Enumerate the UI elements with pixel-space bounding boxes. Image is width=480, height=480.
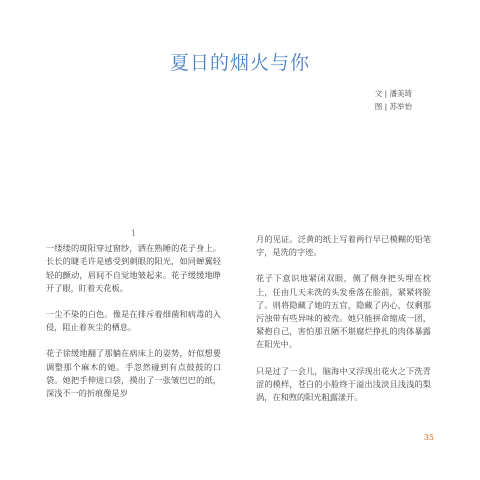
right-text-column — [256, 233, 431, 417]
article-title: 夏日的烟火与你 — [169, 52, 310, 74]
paragraph: 一缕缕的斑阳穿过窗纱，洒在熟睡的花子身上。长长的睫毛许是感受到刺眼的阳光，如同蝉翼轻轻的颤动，眉间不自觉地皱起来。花子缓缓地睁开了眼，盯着天花板。 — [46, 243, 221, 293]
page-number: 35 — [423, 433, 434, 442]
paragraph: 月的见证。泛黄的纸上写着两行早已模糊的铅笔字，是洗的字迹。 — [256, 234, 431, 258]
paragraph: 一尘不染的白色。像是在排斥着细菌和病毒的入侵，阻止着灰尘的栖息。 — [46, 309, 221, 333]
section-number: 1 — [130, 229, 137, 238]
paragraph: 只是过了一会儿，脑海中又浮现出花火之下洗青涩的模样，苍白的小脸终于溢出浅淡且浅浅的梨涡，在和煦的阳光粗露漾开。 — [256, 365, 431, 403]
left-text-column — [46, 227, 221, 413]
illustrator-credit: 图 | 苏举怡 — [374, 102, 412, 111]
paragraph: 花子下意识地紧闭双眼，侧了侧身把头埋在枕上，任由几天未洗的头发垂落在脸前，紧紧将脸了。则将隐藏了她的五官，隐藏了内心，仅剩那污浊带有些异味的被壳。她只能拼命缩成一团，紧抱自己，害怕那丑陋不堪腐烂挣扎的肉体暴露在阳光中。 — [256, 273, 431, 350]
paragraph: 花子徐缓地翻了那躺在病床上的姿势，好似想要调整那个麻木的她。手忽然碰到有点鼓鼓的口袋。她把手伸进口袋，摸出了一张皱巴巴的纸，深浅不一的折痕像是岁 — [46, 348, 221, 399]
author-credit: 文 | 潘美琦 — [374, 89, 412, 98]
